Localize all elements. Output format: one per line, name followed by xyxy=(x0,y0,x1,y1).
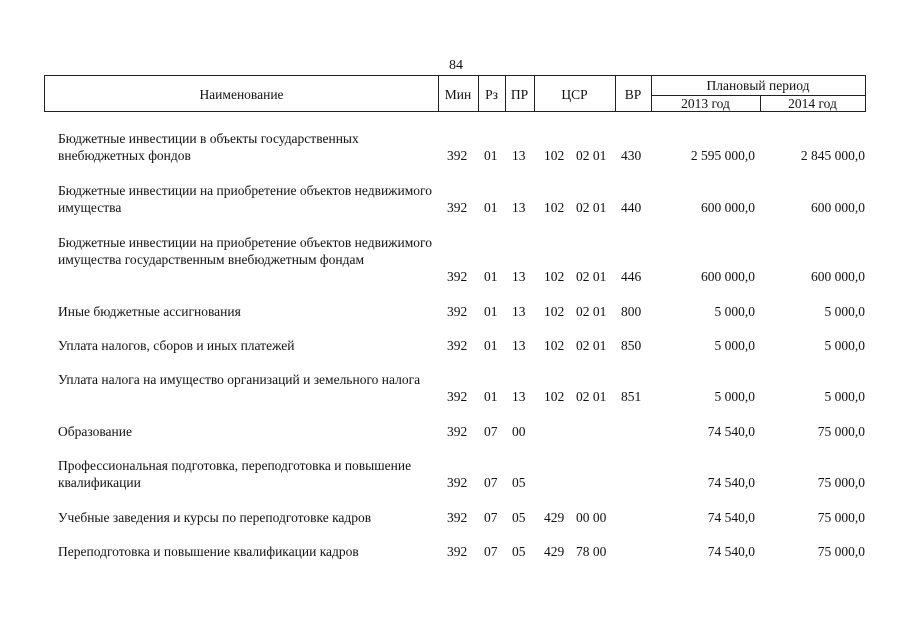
header-min: Мин xyxy=(444,87,472,102)
cell-vr: 850 xyxy=(621,338,642,353)
row-name: Бюджетные инвестиции на приобретение объектов недвижимого имущества xyxy=(58,183,432,215)
cell-rz: 07 xyxy=(484,544,498,559)
cell-csr-subprogram: 02 01 xyxy=(576,200,607,215)
cell-min: 392 xyxy=(447,304,468,319)
row-name: Иные бюджетные ассигнования xyxy=(58,304,241,319)
cell-min: 392 xyxy=(447,338,468,353)
cell-vr: 430 xyxy=(621,148,642,163)
cell-min: 392 xyxy=(447,475,468,490)
row-name: Профессиональная подготовка, переподготовка и повышение квалификации xyxy=(58,458,412,490)
cell-pr: 13 xyxy=(512,338,526,353)
row-name: Бюджетные инвестиции на приобретение объектов недвижимого имущества государственным внебюджетным фондам xyxy=(58,235,432,267)
header-pr: ПР xyxy=(510,87,529,102)
cell-rz: 01 xyxy=(484,269,498,284)
cell-2013: 5 000,0 xyxy=(714,389,755,404)
cell-rz: 01 xyxy=(484,389,498,404)
cell-csr-subprogram: 02 01 xyxy=(576,148,607,163)
cell-csr-program: 429 xyxy=(544,510,565,525)
cell-2013: 5 000,0 xyxy=(714,338,755,353)
cell-min: 392 xyxy=(447,269,468,284)
cell-2014: 5 000,0 xyxy=(824,338,865,353)
cell-pr: 00 xyxy=(512,424,526,439)
cell-2014: 2 845 000,0 xyxy=(800,148,865,163)
cell-rz: 01 xyxy=(484,338,498,353)
cell-csr-program: 102 xyxy=(544,338,565,353)
cell-min: 392 xyxy=(447,389,468,404)
cell-min: 392 xyxy=(447,544,468,559)
cell-min: 392 xyxy=(447,510,468,525)
cell-csr-subprogram: 02 01 xyxy=(576,338,607,353)
cell-2013: 74 540,0 xyxy=(707,475,755,490)
page-number: 84 xyxy=(449,58,463,73)
cell-2014: 75 000,0 xyxy=(817,475,865,490)
cell-csr-subprogram: 78 00 xyxy=(576,544,607,559)
cell-2013: 600 000,0 xyxy=(701,200,755,215)
header-csr: ЦСР xyxy=(561,87,588,102)
cell-pr: 13 xyxy=(512,148,526,163)
cell-csr-program: 102 xyxy=(544,200,565,215)
cell-csr-subprogram: 02 01 xyxy=(576,269,607,284)
cell-vr: 800 xyxy=(621,304,642,319)
cell-min: 392 xyxy=(447,200,468,215)
row-name: Образование xyxy=(58,424,132,439)
cell-pr: 05 xyxy=(512,475,526,490)
cell-min: 392 xyxy=(447,148,468,163)
cell-rz: 01 xyxy=(484,148,498,163)
cell-csr-program: 102 xyxy=(544,389,565,404)
cell-pr: 13 xyxy=(512,304,526,319)
cell-pr: 13 xyxy=(512,269,526,284)
row-name: Уплата налогов, сборов и иных платежей xyxy=(58,338,295,353)
cell-rz: 07 xyxy=(484,510,498,525)
cell-min: 392 xyxy=(447,424,468,439)
cell-csr-program: 102 xyxy=(544,269,565,284)
cell-2013: 74 540,0 xyxy=(707,424,755,439)
row-name: Уплата налога на имущество организаций и земельного налога xyxy=(58,372,421,387)
cell-2013: 74 540,0 xyxy=(707,510,755,525)
cell-vr: 446 xyxy=(621,269,642,284)
cell-csr-program: 102 xyxy=(544,304,565,319)
cell-2013: 74 540,0 xyxy=(707,544,755,559)
cell-2014: 75 000,0 xyxy=(817,510,865,525)
cell-rz: 01 xyxy=(484,304,498,319)
header-name: Наименование xyxy=(199,87,284,102)
header-planned-period: Плановый период xyxy=(706,78,810,93)
cell-2013: 2 595 000,0 xyxy=(690,148,755,163)
cell-csr-program: 429 xyxy=(544,544,565,559)
cell-csr-subprogram: 00 00 xyxy=(576,510,607,525)
cell-vr: 851 xyxy=(621,389,642,404)
header-rz: Рз xyxy=(485,87,498,102)
cell-pr: 13 xyxy=(512,200,526,215)
cell-2014: 75 000,0 xyxy=(817,544,865,559)
row-name: Переподготовка и повышение квалификации кадров xyxy=(58,544,359,559)
row-name: Учебные заведения и курсы по переподготовке кадров xyxy=(58,510,372,525)
row-name: Бюджетные инвестиции в объекты государственных внебюджетных фондов xyxy=(58,131,359,163)
cell-rz: 07 xyxy=(484,424,498,439)
cell-rz: 01 xyxy=(484,200,498,215)
cell-2014: 75 000,0 xyxy=(817,424,865,439)
cell-vr: 440 xyxy=(621,200,642,215)
cell-rz: 07 xyxy=(484,475,498,490)
cell-2013: 5 000,0 xyxy=(714,304,755,319)
cell-csr-subprogram: 02 01 xyxy=(576,389,607,404)
cell-pr: 05 xyxy=(512,544,526,559)
header-vr: ВР xyxy=(624,87,642,102)
header-year-2013: 2013 год xyxy=(681,96,730,111)
table-header xyxy=(44,75,866,112)
cell-csr-program: 102 xyxy=(544,148,565,163)
cell-2014: 5 000,0 xyxy=(824,389,865,404)
cell-csr-subprogram: 02 01 xyxy=(576,304,607,319)
cell-pr: 05 xyxy=(512,510,526,525)
cell-2014: 5 000,0 xyxy=(824,304,865,319)
cell-2013: 600 000,0 xyxy=(701,269,755,284)
cell-2014: 600 000,0 xyxy=(811,269,865,284)
cell-pr: 13 xyxy=(512,389,526,404)
cell-2014: 600 000,0 xyxy=(811,200,865,215)
header-year-2014: 2014 год xyxy=(788,96,837,111)
